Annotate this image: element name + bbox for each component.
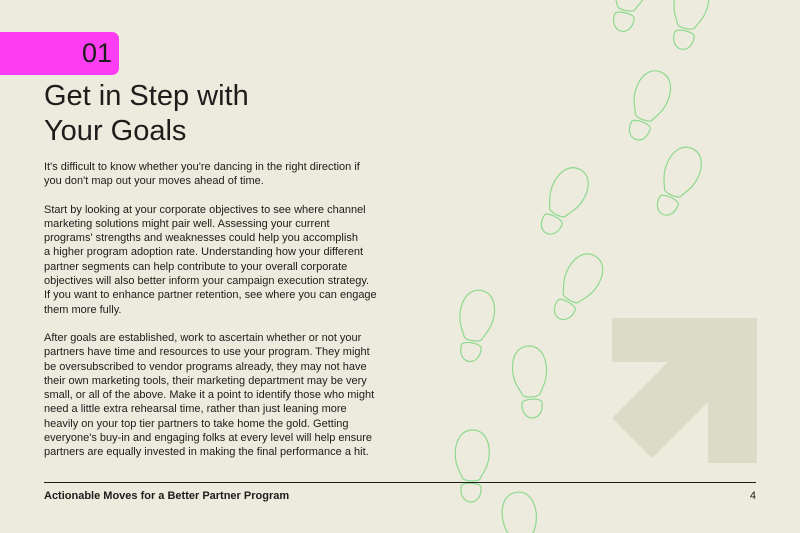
text-line: programs' strengths and weaknesses could help you accomplish bbox=[44, 232, 358, 245]
page-title-line: Get in Step with bbox=[44, 80, 249, 112]
page-title-line: Your Goals bbox=[44, 115, 187, 147]
text-line: heavily on your top tier partners to take home the gold. Getting bbox=[44, 417, 349, 430]
body-paragraph bbox=[44, 203, 394, 317]
section-number: 01 bbox=[82, 38, 113, 68]
text-line: need a little extra rehearsal time, rather than just leaning more bbox=[44, 403, 347, 416]
footprint-outline-icon bbox=[665, 0, 713, 53]
text-line: objectives will also better inform your campaign execution strategy. bbox=[44, 275, 370, 288]
text-line: their own marketing tools, their marketing department may be very bbox=[44, 374, 367, 387]
text-line: partners are equally invested in making the final performance a hit. bbox=[44, 446, 369, 459]
text-line: partner segments can help contribute to your overall corporate bbox=[44, 260, 348, 273]
page-title bbox=[44, 79, 384, 149]
footprint-trail bbox=[452, 0, 713, 533]
footprint-outline-icon bbox=[500, 490, 541, 533]
footprint-outline-icon bbox=[647, 142, 707, 222]
text-line: It's difficult to know whether you're dancing in the right direction if bbox=[44, 161, 360, 173]
footprint-outline-icon bbox=[454, 429, 490, 502]
footer-title: Actionable Moves for a Better Partner Program bbox=[44, 490, 290, 502]
body-paragraph bbox=[44, 331, 394, 460]
footprint-outline-icon bbox=[531, 162, 595, 242]
footprint-outline-icon bbox=[452, 288, 498, 365]
footprint-outline-icon bbox=[620, 66, 677, 145]
arrow-up-right-icon bbox=[612, 318, 757, 463]
text-line: If you want to enhance partner retention, see where you can engage bbox=[44, 289, 377, 302]
text-line: partners have time and resources to use your program. They might bbox=[44, 346, 370, 359]
text-line: a higher program adoption rate. Understanding how your different bbox=[44, 246, 363, 259]
text-line: everyone's buy-in and engaging folks at every level will help ensure bbox=[44, 432, 373, 445]
text-line: small, or all of the above. Make it a point to identify those who might bbox=[44, 389, 375, 402]
page-number: 4 bbox=[749, 490, 756, 502]
body-text bbox=[44, 160, 394, 474]
body-paragraph bbox=[44, 160, 394, 189]
text-line: Start by looking at your corporate objectives to see where channel bbox=[44, 203, 366, 216]
text-line: After goals are established, work to ascertain whether or not your bbox=[44, 331, 362, 344]
text-line: marketing solutions might pair well. Assessing your current bbox=[44, 217, 330, 230]
footprint-outline-icon bbox=[544, 248, 609, 327]
text-line: be oversubscribed to vendor programs already, they may not have bbox=[44, 360, 367, 373]
text-line: them more fully. bbox=[44, 303, 122, 316]
footer-divider bbox=[44, 482, 756, 483]
footprint-outline-icon bbox=[511, 345, 550, 419]
footprint-outline-icon bbox=[605, 0, 653, 35]
text-line: you don't map out your moves ahead of time. bbox=[44, 175, 264, 188]
